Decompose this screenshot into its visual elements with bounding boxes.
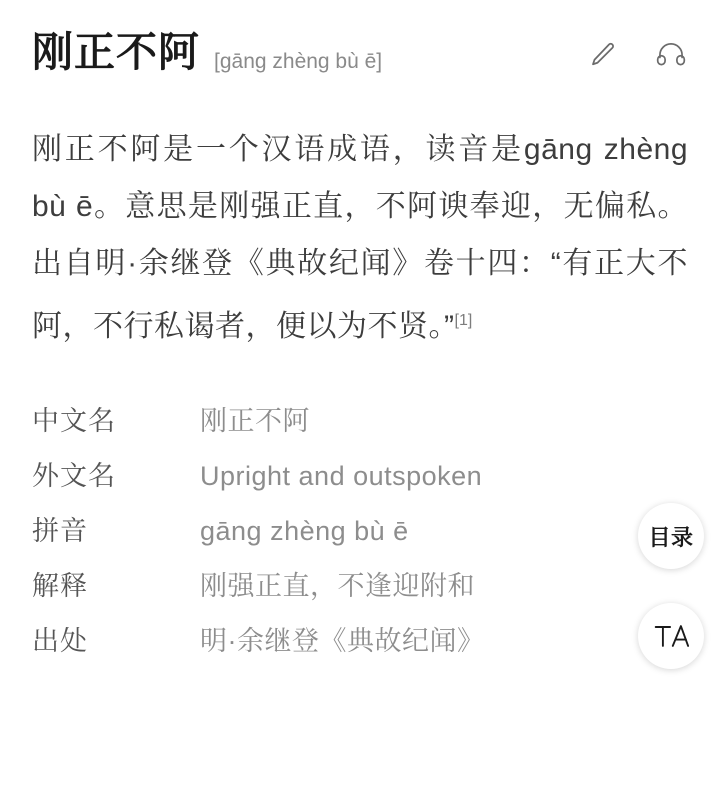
table-row <box>32 619 688 658</box>
ta-button[interactable] <box>638 603 704 669</box>
pencil-icon[interactable] <box>586 38 620 72</box>
summary-text: 刚正不阿是一个汉语成语，读音是gāng zhèng bù ē。意思是刚强正直，不阿谀奉迎，无偏私。出自明·余继登《典故纪闻》卷十四：“有正大不阿，不行私谒者，便以为不贤。” <box>32 133 688 344</box>
toc-button[interactable] <box>638 503 704 569</box>
info-key: 出处 <box>32 626 88 657</box>
info-value: 刚正不阿 <box>200 406 310 437</box>
info-value: Upright and outspoken <box>200 461 483 492</box>
toc-button-label: 目录 <box>648 524 694 550</box>
info-value: 刚强正直，不逢迎附和 <box>200 571 475 602</box>
info-value: gāng zhèng bù ē <box>200 516 409 547</box>
info-key: 拼音 <box>32 516 88 547</box>
infobox <box>32 399 688 658</box>
headphones-icon[interactable] <box>654 38 688 72</box>
table-row <box>32 454 688 493</box>
info-value: 明·余继登《典故纪闻》 <box>200 626 485 657</box>
table-row <box>32 509 688 548</box>
info-key: 外文名 <box>32 461 116 492</box>
reference-marker[interactable]: [1] <box>454 312 473 330</box>
article-header <box>32 0 688 75</box>
table-row <box>32 399 688 438</box>
article-summary <box>32 121 688 355</box>
info-key: 中文名 <box>32 406 116 437</box>
table-row <box>32 564 688 603</box>
title-pinyin: [gāng zhèng bù ē] <box>214 50 383 73</box>
info-key: 解释 <box>32 571 88 602</box>
page-title: 刚正不阿 <box>32 29 200 75</box>
header-actions <box>586 38 688 72</box>
ta-logo-icon <box>653 621 689 651</box>
